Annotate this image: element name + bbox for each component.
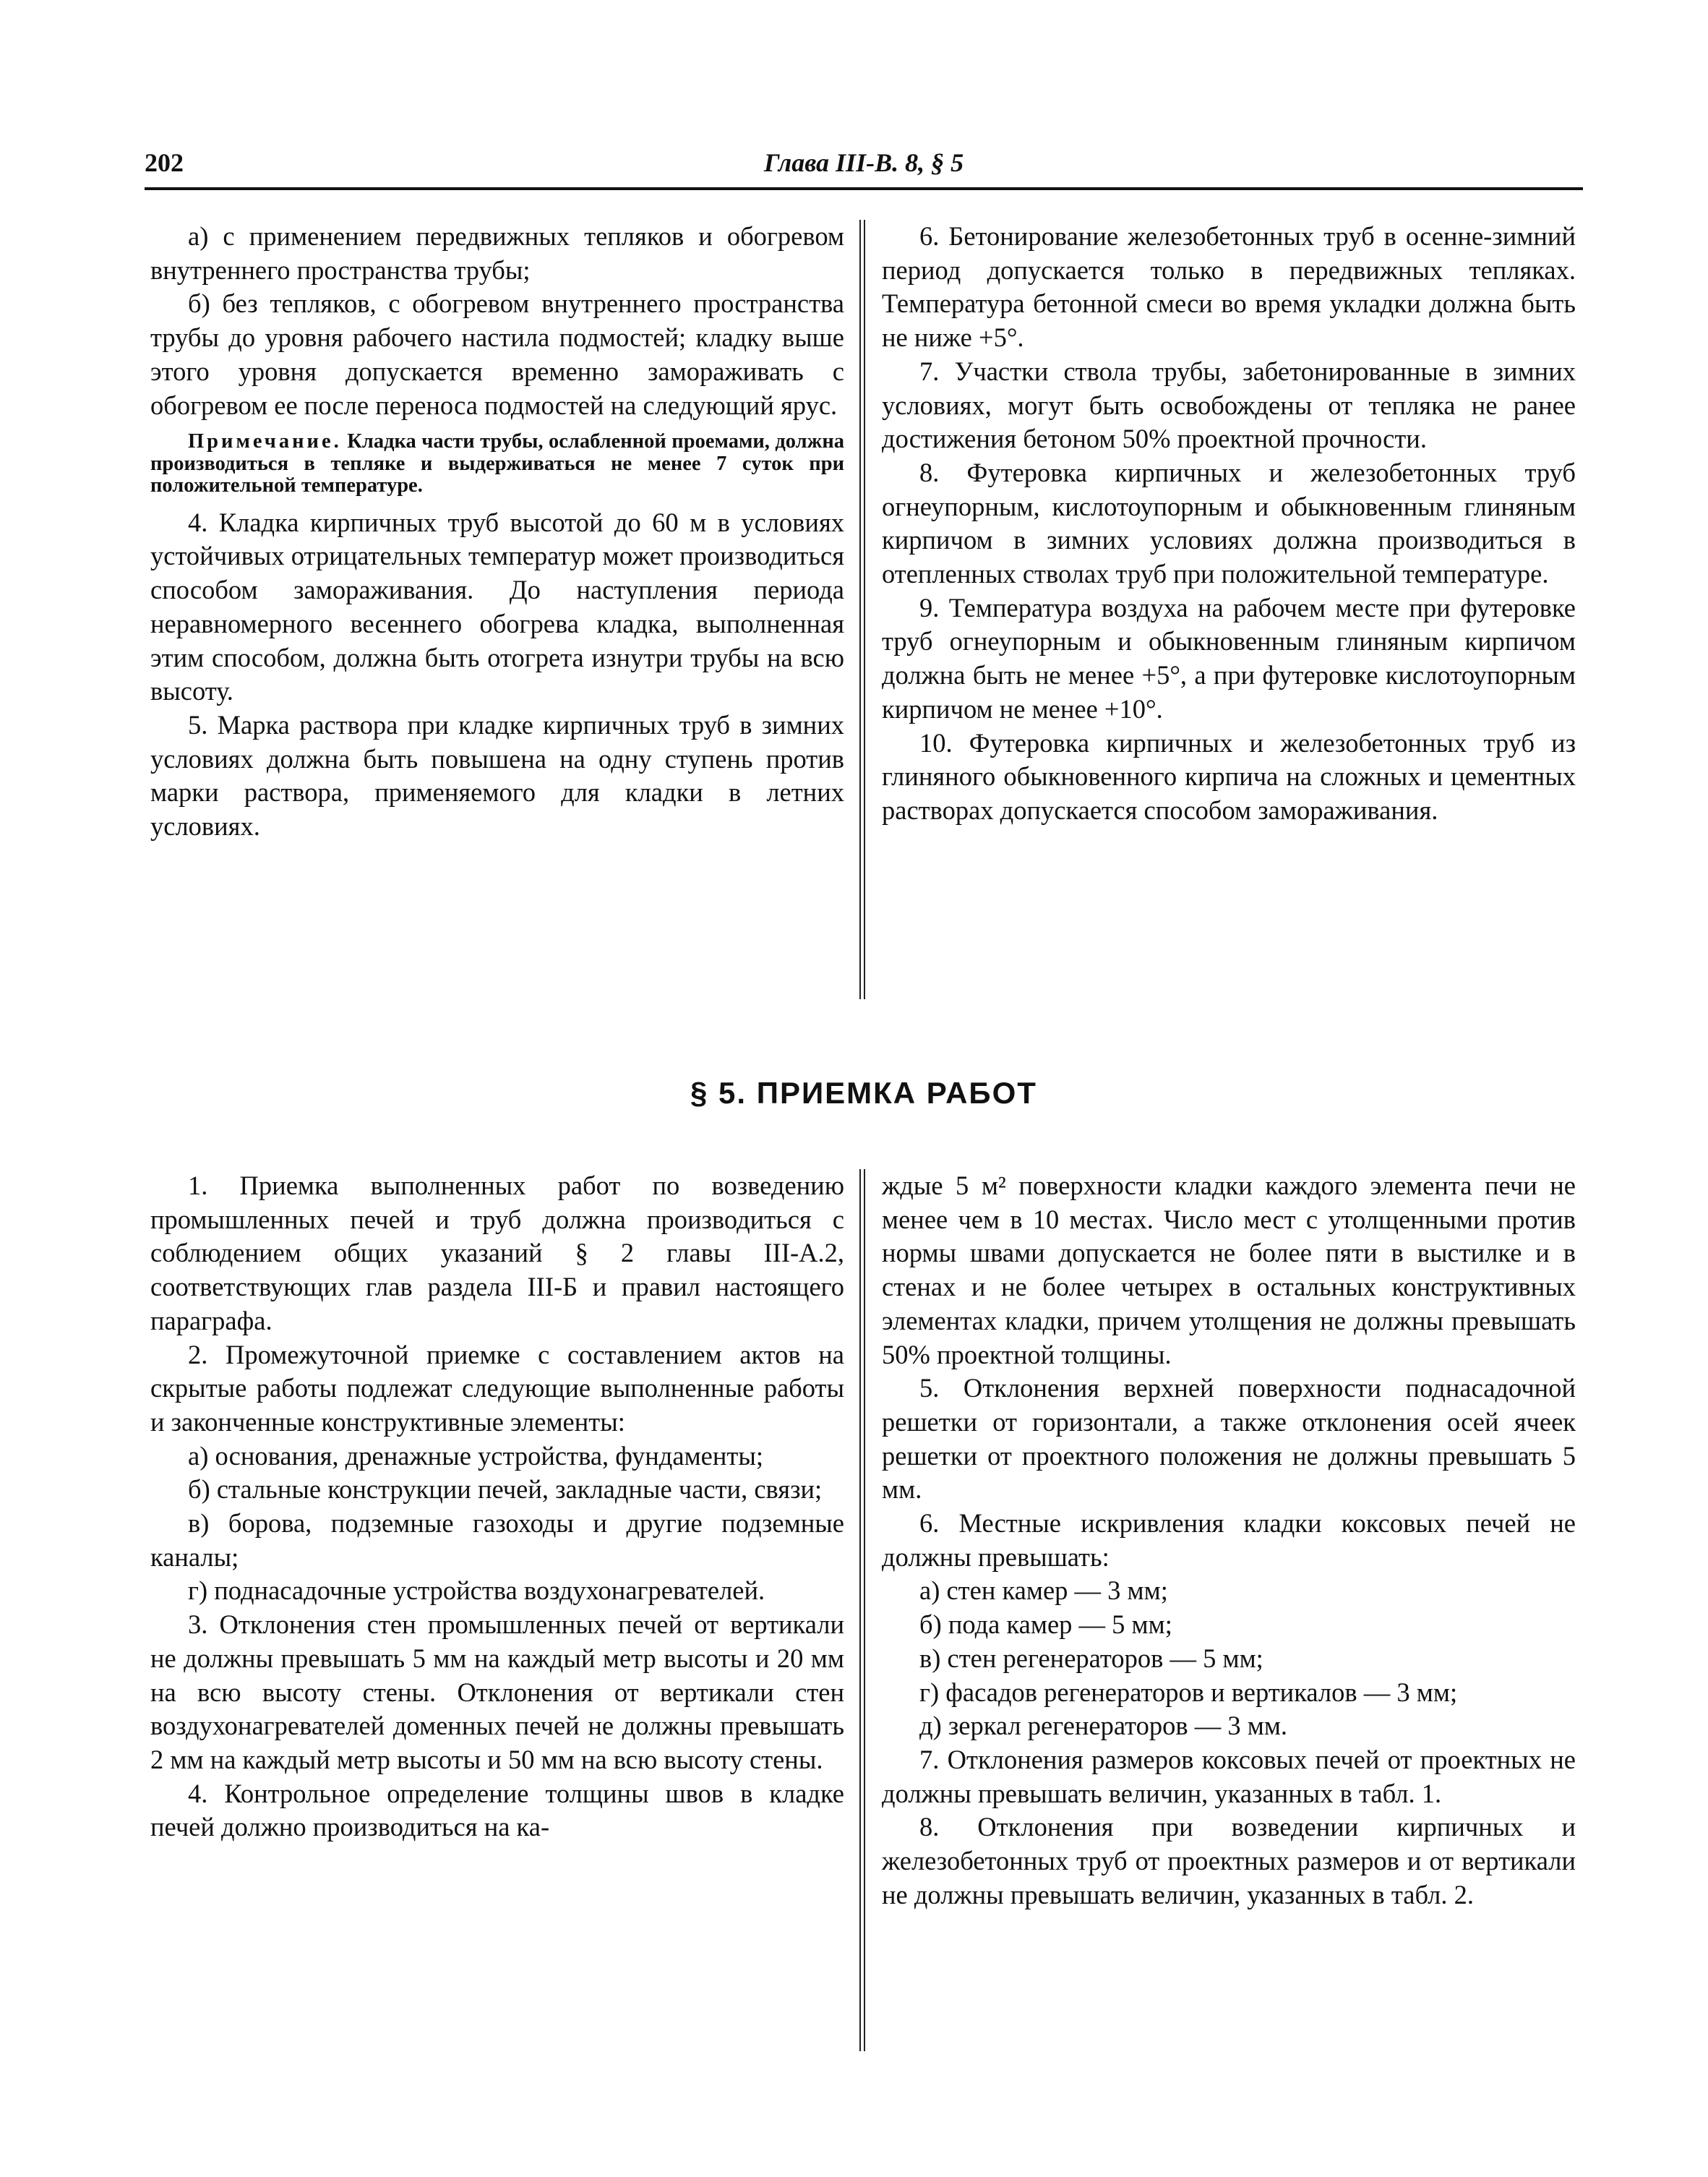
note-text: Кладка части трубы, ослабленной проемами, должна производиться в тепляке и выдерживаться не менее 7 суток при положительной температуре.	[150, 430, 845, 497]
paragraph-10: 10. Футеровка кирпичных и железобетонных труб из глиняного обыкновенного кирпича на сложных и цементных растворах допускается способом замораживания.	[882, 727, 1576, 825]
paragraph-item-b: б) без тепляков, с обогревом внутреннего пространства трубы до уровня рабочего настила подмостей; кладку выше этого уровня допускается временно замораживать с обогревом ее после переноса подмостей на следующий ярус.	[150, 288, 844, 420]
paragraph-9: 9. Температура воздуха на рабочем месте при футеровке труб огнеупорным и обыкновенным глиняным кирпичом должна быть не менее +5°, а при футеровке кислотоупорным кирпичом не менее +10°.	[882, 592, 1576, 724]
top-right-column	[882, 220, 1576, 828]
paragraph-7-acceptance: 7. Отклонения размеров коксовых печей от проектных не должны превышать величин, указанных в табл. 1.	[882, 1744, 1576, 1808]
paragraph-2: 2. Промежуточной приемке с составлением актов на скрытые работы подлежат следующие выполненные работы и законченные конструктивные элементы:	[150, 1339, 844, 1437]
list-item-6v: в) стен регенераторов — 5 мм;	[919, 1643, 1263, 1673]
list-item-2v: в) борова, подземные газоходы и другие подземные каналы;	[150, 1508, 844, 1572]
paragraph-1: 1. Приемка выполненных работ по возведению промышленных печей и труб должна производиться с соблюдением общих указаний § 2 главы III-А.2, соответствующих глав раздела III-Б и правил настоящего параграфа.	[150, 1171, 844, 1335]
list-item-2g: г) поднасадочные устройства воздухонагревателей.	[188, 1575, 765, 1606]
top-left-column	[150, 220, 844, 844]
list-item-6a: а) стен камер — 3 мм;	[919, 1575, 1168, 1606]
paragraph-6: 6. Бетонирование железобетонных труб в осенне-зимний период допускается только в передвижных тепляках. Температура бетонной смеси во время укладки должна быть не ниже +5°.	[882, 221, 1576, 353]
list-item-6d: д) зеркал регенераторов — 3 мм.	[919, 1711, 1288, 1741]
bottom-right-column	[882, 1169, 1576, 1912]
page-number: 202	[145, 148, 184, 177]
paragraph-4-start: 4. Контрольное определение толщины швов в кладке печей должно производиться на ка-	[150, 1778, 844, 1842]
paragraph-8: 8. Футеровка кирпичных и железобетонных труб огнеупорным, кислотоупорным и обыкновенным глиняным кирпичом в зимних условиях должна производиться в отепленных стволах труб при положительной температуре.	[882, 457, 1576, 589]
paragraph-3: 3. Отклонения стен промышленных печей от вертикали не должны превышать 5 мм на каждый метр высоты и 20 мм на всю высоту стены. Отклонения от вертикали стен воздухонагревателей доменных печей не должны превышать 2 мм на каждый метр высоты и 50 мм на всю высоту стены.	[150, 1609, 844, 1774]
section-heading: § 5. ПРИЕМКА РАБОТ	[690, 1076, 1037, 1110]
paragraph-7: 7. Участки ствола трубы, забетонированные в зимних условиях, могут быть освобождены от тепляка не ранее достижения бетоном 50% проектной прочности.	[882, 356, 1576, 454]
note	[150, 431, 844, 497]
list-item-2b: б) стальные конструкции печей, закладные части, связи;	[188, 1474, 823, 1505]
header-rule	[145, 187, 1583, 190]
paragraph-5: 5. Марка раствора при кладке кирпичных труб в зимних условиях должна быть повышена на одну ступень против марки раствора, применяемого для кладки в летних условиях.	[150, 709, 844, 842]
paragraph-5-acceptance: 5. Отклонения верхней поверхности поднасадочной решетки от горизонтали, а также отклонения осей ячеек решетки от проектного положения не должны превышать 5 мм.	[882, 1373, 1576, 1505]
list-item-6g: г) фасадов регенераторов и вертикалов — 3 мм;	[919, 1677, 1458, 1707]
paragraph-6-acceptance: 6. Местные искривления кладки коксовых печей не должны превышать:	[882, 1508, 1576, 1572]
paragraph-4: 4. Кладка кирпичных труб высотой до 60 м в условиях устойчивых отрицательных температур может производиться способом замораживания. До наступления периода неравномерного весеннего обогрева кладка, выполненная этим способом, должна быть отогрета изнутри трубы на всю высоту.	[150, 507, 844, 706]
note-label: Примечание.	[188, 430, 342, 453]
paragraph-8-acceptance: 8. Отклонения при возведении кирпичных и железобетонных труб от проектных размеров и от вертикали не должны превышать величин, указанных в табл. 2.	[882, 1812, 1576, 1909]
page-header	[145, 147, 1583, 188]
chapter-title: Глава III-В. 8, § 5	[763, 148, 964, 177]
column-divider-bottom	[859, 1169, 865, 2051]
list-item-2a: а) основания, дренажные устройства, фундаменты;	[188, 1440, 764, 1471]
paragraph-4-continued: ждые 5 м² поверхности кладки каждого элемента печи не менее чем в 10 местах. Число мест с утолщенными против нормы швами допускается не более пяти в выстилке и в стенах и не более четырех в остальных конструктивных элементах кладки, причем утолщения не должны превышать 50% проектной толщины.	[882, 1171, 1576, 1369]
column-divider-top	[859, 220, 865, 999]
list-item-6b: б) пода камер — 5 мм;	[919, 1609, 1172, 1640]
paragraph-item-a: а) с применением передвижных тепляков и обогревом внутреннего пространства трубы;	[150, 221, 844, 285]
bottom-left-column	[150, 1169, 844, 1844]
